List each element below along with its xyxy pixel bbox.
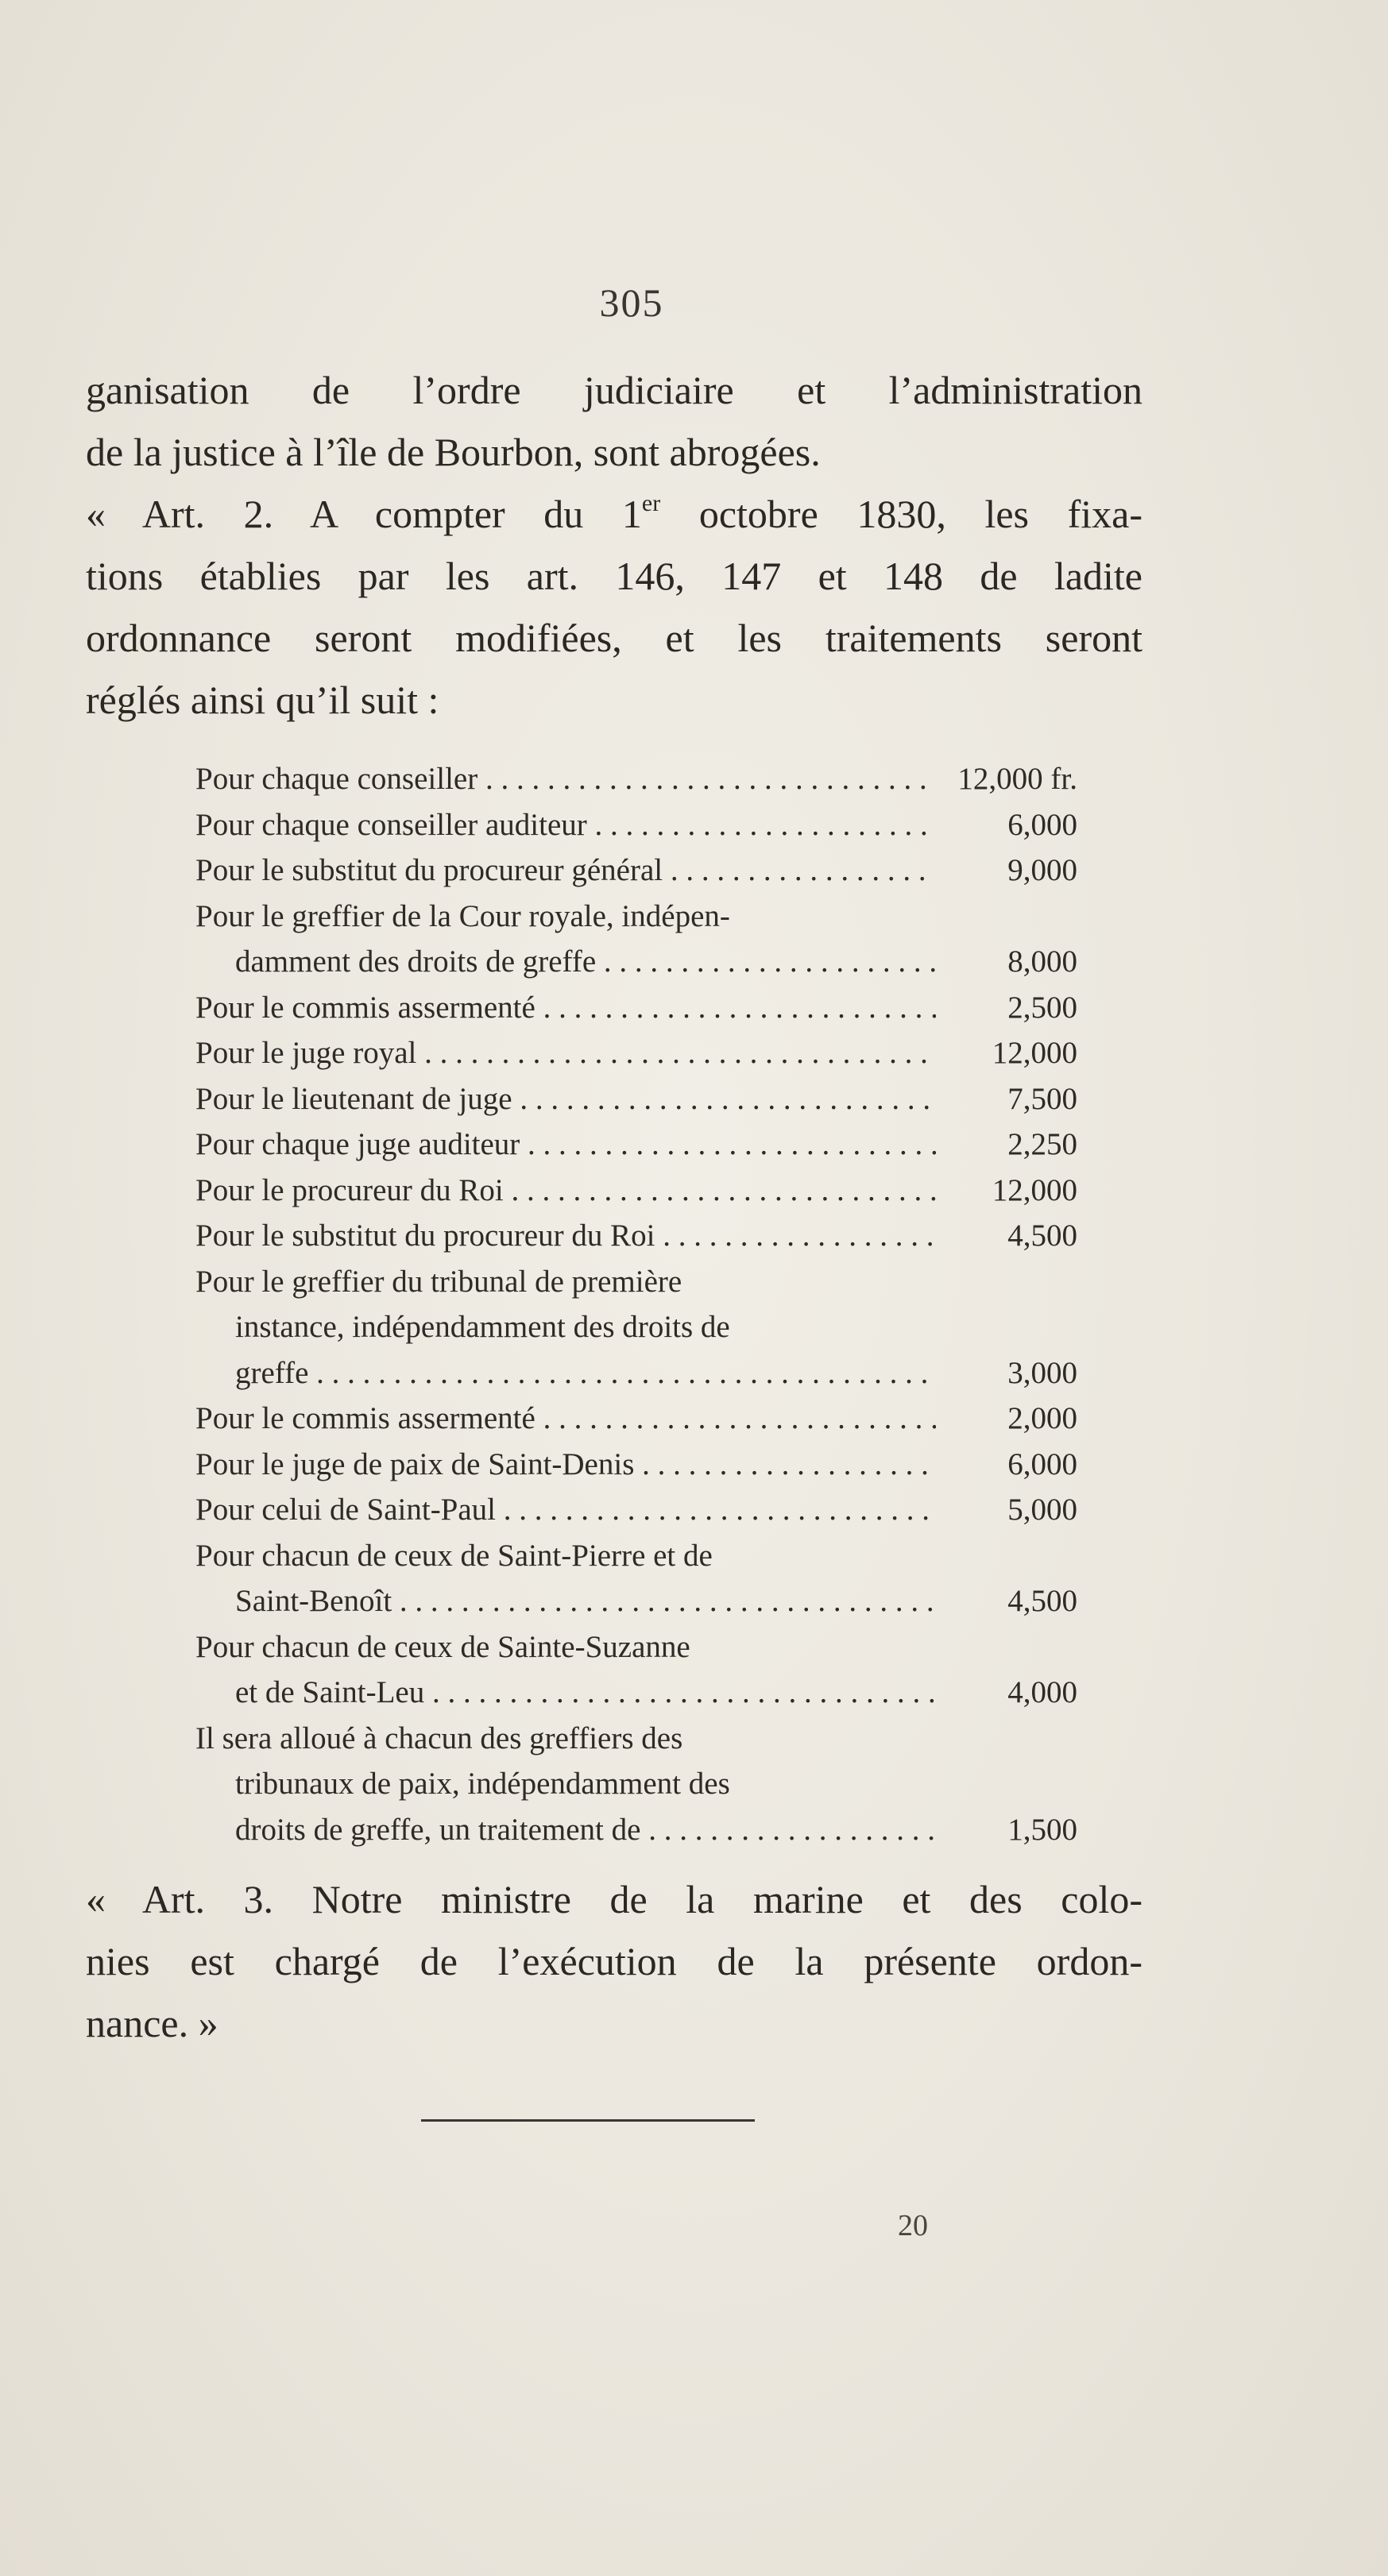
salary-row <box>195 1807 1077 1853</box>
salary-row <box>195 985 1077 1031</box>
text-line: nies est chargé de l’exécution de la présente ordon- <box>86 1939 1142 1983</box>
salary-label: Pour le lieutenant de juge . . . <box>195 1076 936 1122</box>
paragraph-article-3 <box>86 1868 1142 2054</box>
salary-label: Pour celui de Saint-Paul . . . <box>195 1487 936 1533</box>
salary-amount: 6,000 <box>1007 807 1077 842</box>
salary-label: Pour le commis assermenté . . . <box>195 985 936 1031</box>
salary-amount: 4,500 <box>1007 1218 1077 1253</box>
salary-amount: 1,500 <box>1007 1812 1077 1847</box>
salary-label: Pour le commis assermenté . . . <box>195 1396 936 1442</box>
text-line: ganisation de l’ordre judiciaire et l’administration <box>86 368 1142 412</box>
salary-table <box>195 756 1077 1852</box>
salary-label-line: Pour le greffier du tribunal de première <box>195 1264 682 1299</box>
text-fragment: « Art. 2. A compter du 1 <box>86 492 642 536</box>
salary-row <box>195 1213 1077 1259</box>
salary-amount: 12,000 fr. <box>957 762 1077 796</box>
text-fragment: octobre 1830, les fixa- <box>660 492 1142 536</box>
salary-label-line: Pour le greffier de la Cour royale, indépen- <box>195 898 730 933</box>
page-number: 305 <box>599 280 664 325</box>
paragraph-article-intro <box>86 359 1142 731</box>
salary-amount: 12,000 <box>992 1036 1077 1070</box>
salary-label: Saint-Benoît . . . <box>235 1578 936 1624</box>
salary-row <box>195 1578 1077 1624</box>
salary-label: Pour le procureur du Roi . . . <box>195 1168 936 1214</box>
salary-row <box>195 848 1077 894</box>
salary-label: et de Saint-Leu . . . <box>235 1670 936 1716</box>
signature-mark: 20 <box>898 2209 928 2242</box>
salary-amount: 7,500 <box>1007 1081 1077 1116</box>
salary-label-line: instance, indépendamment des droits de <box>235 1310 730 1344</box>
text-line: nance. » <box>86 2001 218 2045</box>
text-line: réglés ainsi qu’il suit : <box>86 678 439 722</box>
salary-amount: 2,500 <box>1007 990 1077 1025</box>
salary-amount: 4,000 <box>1007 1675 1077 1709</box>
salary-row <box>195 1030 1077 1076</box>
salary-row <box>195 939 1077 985</box>
salary-row <box>195 802 1077 848</box>
salary-amount: 12,000 <box>992 1172 1077 1207</box>
salary-amount: 8,000 <box>1007 944 1077 979</box>
salary-label: damment des droits de greffe . . . <box>235 939 936 985</box>
salary-row <box>195 1122 1077 1168</box>
salary-label: Pour chaque juge auditeur . . . <box>195 1122 936 1168</box>
salary-amount: 2,250 <box>1007 1127 1077 1161</box>
salary-row <box>195 1350 1077 1396</box>
text-line <box>86 483 1142 545</box>
superscript: er <box>641 490 661 517</box>
salary-label: Pour le juge royal . . . <box>195 1030 936 1076</box>
salary-amount: 4,500 <box>1007 1584 1077 1618</box>
text-line: « Art. 3. Notre ministre de la marine et des colo- <box>86 1877 1142 1921</box>
salary-label-line: tribunaux de paix, indépendamment des <box>235 1767 730 1801</box>
salary-label-line: Il sera alloué à chacun des greffiers des <box>195 1721 683 1755</box>
salary-row <box>195 1396 1077 1442</box>
salary-label: Pour le juge de paix de Saint-Denis . . . <box>195 1442 936 1488</box>
salary-amount: 6,000 <box>1007 1446 1077 1481</box>
salary-label: Pour chaque conseiller auditeur . . . <box>195 802 936 848</box>
salary-row <box>195 1487 1077 1533</box>
text-line: tions établies par les art. 146, 147 et 148 de ladite <box>86 554 1142 598</box>
salary-amount: 3,000 <box>1007 1355 1077 1390</box>
salary-label: Pour le substitut du procureur général . . . <box>195 848 936 894</box>
salary-label: Pour le substitut du procureur du Roi . . . <box>195 1213 936 1259</box>
salary-label: greffe . . . <box>235 1350 936 1396</box>
text-line: ordonnance seront modifiées, et les traitements seront <box>86 616 1142 660</box>
section-divider <box>421 2119 755 2122</box>
salary-amount: 5,000 <box>1007 1493 1077 1527</box>
salary-amount: 9,000 <box>1007 853 1077 887</box>
salary-label-line: Pour chacun de ceux de Sainte-Suzanne <box>195 1629 690 1664</box>
salary-amount: 2,000 <box>1007 1401 1077 1435</box>
salary-row <box>195 1168 1077 1214</box>
salary-row <box>195 756 1077 802</box>
salary-row <box>195 1670 1077 1716</box>
salary-row <box>195 1076 1077 1122</box>
salary-label: droits de greffe, un traitement de . . . <box>235 1807 936 1853</box>
salary-label-line: Pour chacun de ceux de Saint-Pierre et de <box>195 1538 713 1573</box>
salary-label: Pour chaque conseiller . . . <box>195 756 936 802</box>
text-line: de la justice à l’île de Bourbon, sont abrogées. <box>86 430 821 474</box>
salary-row <box>195 1442 1077 1488</box>
